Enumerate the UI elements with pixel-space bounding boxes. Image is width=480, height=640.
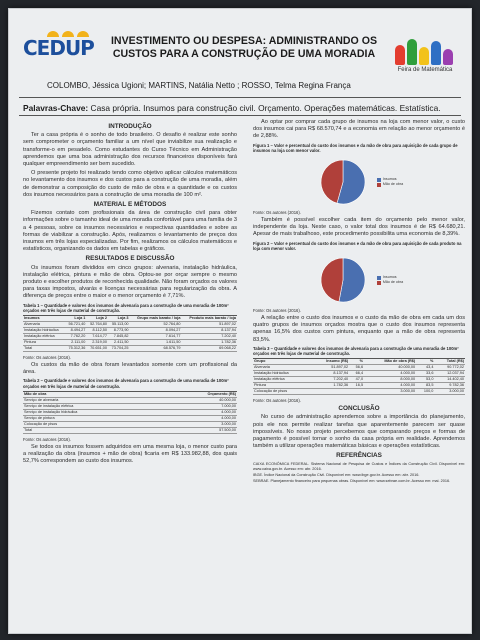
results-paragraph-3: Se todos os insumos fossem adquiridos em uma mesma loja, o menor custo para a realização da obra (insumos + mão de obra) ficaria em R$ 133.982,88, dos quais 52,7% correspondem ao custo dos insumos. <box>23 443 237 465</box>
table2-cell: Total <box>23 427 161 433</box>
table2-cell: 3.000,00 <box>161 421 237 427</box>
legend-swatch <box>377 276 381 280</box>
table3-caption: Tabela 3 – Quantidade e valores dos insumos de alvenaria para a construção de uma moradia de 100m² orçados em três lojas de material de construção. <box>253 345 459 357</box>
results-paragraph-1: Os insumos foram divididos em cinco grupos: alvenaria, instalação hidráulica, instalação elétrica, pintura e mão de obra. Optou-se por orçar sempre o mesmo produto e escolher produtos de reconhecida qualidade. Não foram orçados os valores para taxas impostos, alvarás e licenças necessárias para regularização da obra. A diferença de preços entre o maior e o menor orçamento é 7,71%. <box>23 264 237 300</box>
table2-cell: Serviço de instalação elétrica <box>23 403 161 409</box>
table3-cell: 66,4 <box>349 371 364 377</box>
table1-cell: 7.845,82 <box>108 334 130 340</box>
conclusion-heading: CONCLUSÃO <box>338 405 380 413</box>
table3-cell: 3.000,00 <box>364 389 416 395</box>
table1-header-cell: Insumos <box>23 316 65 322</box>
legend-swatch <box>377 183 381 187</box>
table3-cell: 47,0 <box>349 377 364 383</box>
left-column <box>23 123 237 468</box>
table3-row <box>253 389 465 395</box>
table1-cell: 55.113,00 <box>108 322 130 328</box>
table2-cell: Serviço de pintura <box>23 415 161 421</box>
intro-paragraph-1: Ter a casa própria é o sonho de todo brasileiro. O desafio é realizar este sonho sem comprometer o orçamento familiar a um nível que inviabilize sua realização e transforme-o em pesadelo. Como estudantes do Curso Técnico em Administração aprendemos que uma boa administração dos recursos financeiros disponíveis fará qualquer empreendimento ser bem sucedido. <box>23 132 237 168</box>
pie-slice <box>321 258 343 302</box>
table1-cell: 8.494,27 <box>65 328 87 334</box>
table3-cell: 90.772,02 <box>434 365 465 371</box>
table3-header-cell: Insumo (R$) <box>311 359 349 365</box>
table3-cell: 100,0 <box>416 389 434 395</box>
table1-cell: 52.764,80 <box>86 322 108 328</box>
table2-cell: 57.500,00 <box>161 427 237 433</box>
table1-cell: Pintura <box>23 340 65 346</box>
table3-cell: Instalação hidráulica <box>253 371 311 377</box>
table3-cell: 12.037,94 <box>434 371 465 377</box>
table3-cell: 8.000,00 <box>364 377 416 383</box>
table2-cell: 40.000,00 <box>161 397 237 403</box>
table1-cell: 69.068,22 <box>181 346 237 352</box>
pie-legend-2 <box>377 275 403 285</box>
table1-cell: 1.782,36 <box>181 340 237 346</box>
feira-logo-caption: Feira de Matemática <box>397 67 453 73</box>
table1-cell: 8.773,90 <box>108 328 130 334</box>
table1-cell: 56.721,40 <box>65 322 87 328</box>
mascots-icon <box>389 37 461 65</box>
references-heading: REFERÊNCIAS <box>336 452 382 460</box>
table1-cell: 52.764,80 <box>130 322 182 328</box>
table3-cell: 33,6 <box>416 371 434 377</box>
table1-header-cell: Loja 1 <box>65 316 87 322</box>
table3-cell: 83,5 <box>416 383 434 389</box>
cedup-logo <box>23 31 109 75</box>
table1-cell: 7.614,77 <box>130 334 182 340</box>
table1-row <box>23 346 237 352</box>
pie-legend-1 <box>377 177 403 187</box>
table3-cell: 8.137,94 <box>311 371 349 377</box>
results-heading: RESULTADOS E DISCUSSÃO <box>85 255 175 263</box>
keywords <box>23 103 463 113</box>
table3-cell: 53,0 <box>416 377 434 383</box>
references-list <box>253 462 465 484</box>
table1-cell: 73.704,25 <box>108 346 130 352</box>
methods-paragraph: Fizemos contato com profissionais da área de construção civil para obter informações sobre o tamanho ideal de uma moradia confortável para uma família de 3 a 4 pessoas, sobre os insumos necessários e respectivas quantidades e sobre as formas de viabilizar a construção. Após, realizamos o levantamento de preços dos insumos em três lojas especializadas. Por fim, realizamos os cálculos matemáticos e estatísticos, organizando os dados em tabelas e gráficos. <box>23 210 237 253</box>
legend-entry <box>377 182 403 187</box>
figure1-caption: Figura 1 – Valor e percentual do custo dos insumos e da mão de obra para aquisição de cada grupo de insumos na loja com menor valor. <box>253 142 458 153</box>
table1-header-cell: Loja 3 <box>108 316 130 322</box>
table2-source: Fonte: Os autores (2016). <box>23 436 71 442</box>
right-paragraph-1: Ao optar por comprar cada grupo de insumos na loja com menor valor, o custo dos insumos cai para R$ 68.570,74 e a economia em relação ao menor orçamento é de 2,88%. <box>253 119 465 140</box>
figure1-source: Fonte: Os autores (2016). <box>253 210 301 216</box>
table3-header-cell: % <box>416 359 434 365</box>
table2-caption: Tabela 2 – Quantidade e valores dos insumos de alvenaria para a construção de uma moradia de 100m² orçados em três lojas de material de construção. <box>23 378 229 389</box>
keywords-label: Palavras-Chave: <box>23 103 89 113</box>
divider <box>19 115 461 116</box>
table2-cell: 4.000,00 <box>161 409 237 415</box>
table1-cell: 70.651,00 <box>86 346 108 352</box>
right-paragraph-2: Também é possível escolher cada item do orçamento pelo menor valor, independente da loja. Neste caso, o valor total dos insumos é de R$ 64.680,21. Apesar de mais trabalhoso, este procedimento possibilita uma economia de 8,39%. <box>253 217 465 238</box>
table3-source: Fonte: Os autores (2016). <box>253 398 301 404</box>
poster <box>8 8 472 634</box>
table1-cell: 7.202,40 <box>181 334 237 340</box>
reference-item: IBGE. Índice Nacional da Construção Civil. Disponível em: www.ibge.gov.br. Acesso em: abr. 2016. <box>253 472 420 477</box>
feira-matematica-logo <box>389 37 461 81</box>
table1-cell: 8.094,27 <box>130 328 182 334</box>
table1-cell: 2.111,00 <box>65 340 87 346</box>
table3-header-cell: % <box>349 359 364 365</box>
table3-cell: 1.782,36 <box>311 383 349 389</box>
poster-title: INVESTIMENTO OU DESPESA: ADMINISTRANDO OS CUSTOS PARA A CONSTRUÇÃO DE UMA MORADIA <box>110 35 378 60</box>
authors: COLOMBO, Jéssica Ugioni; MARTINS, Natália Netto ; ROSSO, Telma Regina França <box>47 81 351 90</box>
table1-header-cell: Produto mais barato / loja <box>181 316 237 322</box>
table2-cell: 4.000,00 <box>161 415 237 421</box>
table3-cell: Pintura <box>253 383 311 389</box>
table3-header-cell: Mão de obra (R$) <box>364 359 416 365</box>
results-paragraph-2: Os custos da mão de obra foram levantados somente com um profissional da área. <box>23 362 237 376</box>
table2-header-cell: Mão de obra <box>23 391 161 397</box>
pie-chart-1 <box>315 156 371 208</box>
table1-cell: 2.411,50 <box>108 340 130 346</box>
right-paragraph-3: A relação entre o custo dos insumos e o custo da mão de obra em cada um dos quatro grupos de insumos orçados mostra que o custo dos insumos representa apenas 16,5% dos custos com pintura, enquanto que a mão de obra representa 83,5%. <box>253 315 465 343</box>
legend-entry <box>377 280 403 285</box>
table1-cell: 8.112,50 <box>86 328 108 334</box>
table1-cell: Instalação hidráulica <box>23 328 65 334</box>
table1-cell: Total <box>23 346 65 352</box>
table1-header-cell: Loja 2 <box>86 316 108 322</box>
table1-cell: 8.137,94 <box>181 328 237 334</box>
table2-cell: Serviço de alvenaria <box>23 397 161 403</box>
intro-heading: INTRODUÇÃO <box>108 123 152 130</box>
figure2-caption: Figura 2 – Valor e percentual do custo dos insumos e da mão de obra para aquisição de cada produto na loja com menor valor. <box>253 240 462 251</box>
methods-heading: MATERIAL E MÉTODOS <box>93 201 167 209</box>
cedup-logo-text: CEDUP <box>23 36 94 60</box>
figure2 <box>253 253 465 307</box>
table3 <box>253 358 465 395</box>
table1-cell: 7.614,77 <box>86 334 108 340</box>
pie-chart-2 <box>315 254 371 306</box>
table3-cell: 14.402,40 <box>434 377 465 383</box>
legend-label: Mão de obra <box>382 182 404 187</box>
table3-header-cell: Grupo <box>253 359 311 365</box>
table3-cell: 56,6 <box>349 365 364 371</box>
right-column <box>253 119 465 485</box>
table1-header-cell: Grupo mais barato / loja <box>130 316 182 322</box>
table2-cell: 7.000,00 <box>161 403 237 409</box>
table3-cell: 3.000,00 <box>434 389 465 395</box>
table3-cell: 51.897,02 <box>311 365 349 371</box>
table3-cell <box>311 389 349 395</box>
table1-cell: 68.576,79 <box>130 346 182 352</box>
table1-cell: 75.312,36 <box>65 346 87 352</box>
table1-cell: Alvenaria <box>23 322 65 328</box>
table2-cell: Serviço de instalação hidráulica <box>23 409 161 415</box>
table1-cell: 51.897,02 <box>181 322 237 328</box>
table3-cell: 40.000,00 <box>364 365 416 371</box>
table3-cell: 4.000,00 <box>364 371 416 377</box>
table3-row <box>253 371 465 377</box>
figure1 <box>253 155 465 209</box>
table3-cell: Instalação elétrica <box>253 377 311 383</box>
table1-caption: Tabela 1 – Quantidade e valores dos insumos de alvenaria para a construção de uma moradia de 100m² orçados em três lojas de material de construção. <box>23 302 229 313</box>
table3-header-cell: Total (R$) <box>434 359 465 365</box>
reference-item: CAIXA ECONÔMICA FEDERAL. Sistema Nacional de Pesquisa de Custos e Índices da Construção Civil. Disponível em: www.caixa.gov.br. Acesso em: abr. 2016. <box>253 461 465 471</box>
table2 <box>23 391 237 434</box>
table3-cell <box>349 389 364 395</box>
table1-source: Fonte: Os autores (2016). <box>23 355 71 361</box>
table2-header-cell: Orçamento (R$) <box>161 391 237 397</box>
table1-cell: 2.319,00 <box>86 340 108 346</box>
legend-swatch <box>377 178 381 182</box>
intro-paragraph-2: O presente projeto foi realizado tendo como objetivo aplicar cálculos matemáticos no levantamento dos insumos e dos custos para a construção de uma moradia, além de demonstrar a composição do custo de mão de obra e a quantidade e os custos dos insumos necessários para a construção de uma moradia de 100 m². <box>23 170 237 198</box>
figure2-source: Fonte: Os autores (2016). <box>253 308 301 314</box>
table3-cell: 7.202,40 <box>311 377 349 383</box>
table1 <box>23 315 237 352</box>
legend-swatch <box>377 281 381 285</box>
keywords-text: Casa própria. Insumos para construção civil. Orçamento. Operações matemáticas. Estatística. <box>90 103 441 113</box>
divider <box>19 97 461 98</box>
table3-cell: Colocação de pisos <box>253 389 311 395</box>
table3-cell: 9.782,36 <box>434 383 465 389</box>
legend-label: Mão de obra <box>382 280 404 285</box>
table3-cell: Alvenaria <box>253 365 311 371</box>
legend-label: Insumos <box>382 275 397 280</box>
conclusion-paragraph: No curso de administração aprendemos sobre a importância do planejamento, pois ele nos permite realizar tarefas que aparentemente parecem ser quase impossíveis. No nosso projeto percebemos que comparando preços e formas de pagamento é possível tornar o sonho da casa própria em realidade. Aprendemos também a utilizar operações matemáticas básicas e operações estatísticas. <box>253 414 465 450</box>
legend-label: Insumos <box>382 177 397 182</box>
table3-cell: 16,5 <box>349 383 364 389</box>
table3-cell: 43,4 <box>416 365 434 371</box>
table2-row <box>23 427 237 433</box>
table2-cell: Colocação de pisos <box>23 421 161 427</box>
table3-cell: 4.000,00 <box>364 383 416 389</box>
table1-cell: Instalação elétrica <box>23 334 65 340</box>
table1-cell: 7.762,20 <box>65 334 87 340</box>
reference-item: SEBRAE. Planejamento financeiro para pequenas obras. Disponível em: www.sebrae.com.br. Acesso em: mai. 2016. <box>253 478 451 483</box>
table1-cell: 1.611,50 <box>130 340 182 346</box>
